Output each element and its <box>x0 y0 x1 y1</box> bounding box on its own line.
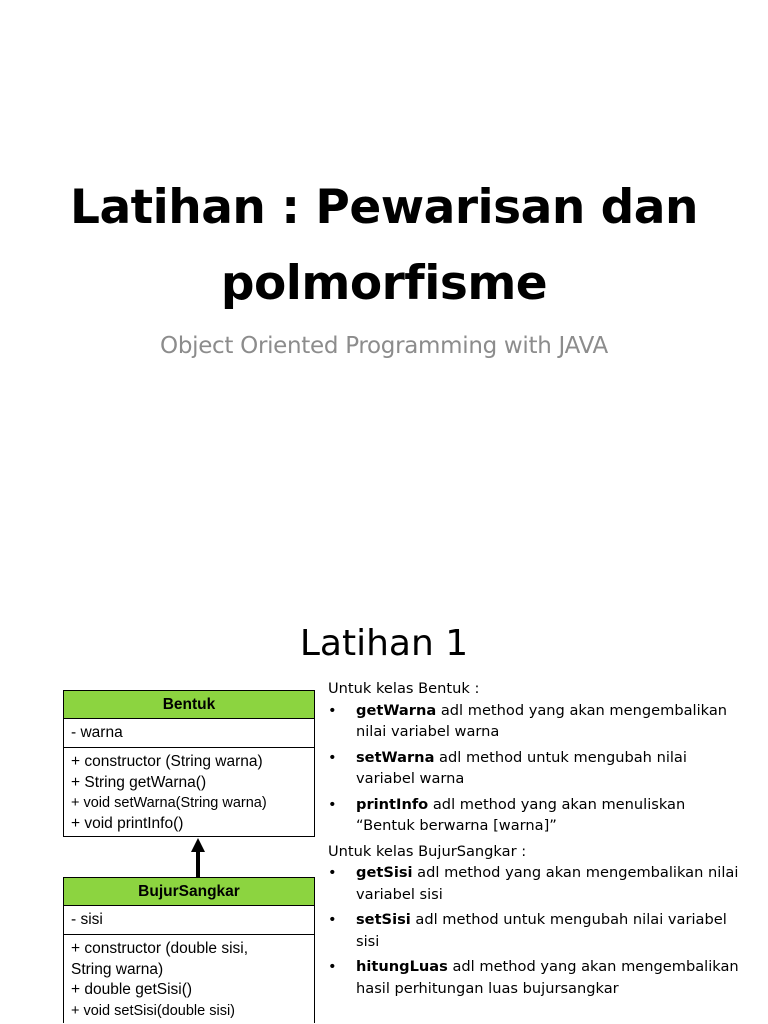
uml-class-bujursangkar <box>63 877 315 1023</box>
uml-method: + String getWarna() <box>71 773 207 791</box>
method-descriptions <box>328 678 748 1003</box>
method-name: setSisi <box>356 911 411 928</box>
uml-method: + constructor (String warna) <box>71 753 263 770</box>
list-item <box>328 862 748 905</box>
uml-method: + void setSisi(double sisi) <box>71 1002 236 1019</box>
uml-method: + double getSisi() <box>71 981 193 998</box>
list-item <box>328 956 748 999</box>
list-item <box>328 700 748 743</box>
uml-class-name: BujurSangkar <box>64 878 314 906</box>
uml-method: + void setWarna(String warna) <box>71 795 267 811</box>
method-description: adl method yang akan mengembalikan hasil perhitungan luas bujursangkar <box>356 958 739 997</box>
uml-methods <box>64 935 314 1023</box>
uml-method: String warna) <box>71 960 164 978</box>
uml-method: + void printInfo() <box>71 814 184 832</box>
method-description: adl method yang akan mengembalikan nilai variabel warna <box>356 701 728 740</box>
title-line-2: polmorfisme <box>220 256 548 311</box>
bujur-method-list <box>328 862 748 999</box>
uml-attribute: - warna <box>64 719 314 748</box>
method-name: setWarna <box>356 748 435 766</box>
method-name: getSisi <box>356 864 413 881</box>
list-item <box>328 747 748 790</box>
bullet-icon: • <box>328 795 337 813</box>
method-description: adl method untuk mengubah nilai variabel sisi <box>356 911 727 950</box>
uml-class-name: Bentuk <box>64 691 314 719</box>
list-item <box>328 794 748 837</box>
method-name: printInfo <box>356 795 429 813</box>
method-description: adl method untuk mengubah nilai variabel warna <box>356 748 687 787</box>
method-description: adl method yang akan mengembalikan nilai variabel sisi <box>356 864 739 903</box>
uml-method: + constructor (double sisi, <box>71 940 249 957</box>
list-item <box>328 909 748 952</box>
bentuk-method-list <box>328 700 748 837</box>
exercise-slide <box>0 598 768 1024</box>
bullet-icon: • <box>328 701 337 719</box>
slide-title <box>0 170 768 322</box>
bullet-icon: • <box>328 911 337 928</box>
uml-attribute: - sisi <box>64 906 314 935</box>
bullet-icon: • <box>328 864 337 881</box>
title-line-1: Latihan : Pewarisan dan <box>70 180 698 235</box>
slide-subtitle: Object Oriented Programming with JAVA <box>160 333 608 359</box>
bujur-intro: Untuk kelas BujurSangkar : <box>328 842 527 860</box>
method-name: hitungLuas <box>356 958 448 975</box>
method-description: adl method yang akan menuliskan “Bentuk berwarna [warna]” <box>356 795 686 834</box>
exercise-title: Latihan 1 <box>299 623 469 664</box>
bentuk-intro: Untuk kelas Bentuk : <box>328 680 480 697</box>
bullet-icon: • <box>328 748 337 766</box>
method-name: getWarna <box>356 701 437 719</box>
bullet-icon: • <box>328 958 337 975</box>
